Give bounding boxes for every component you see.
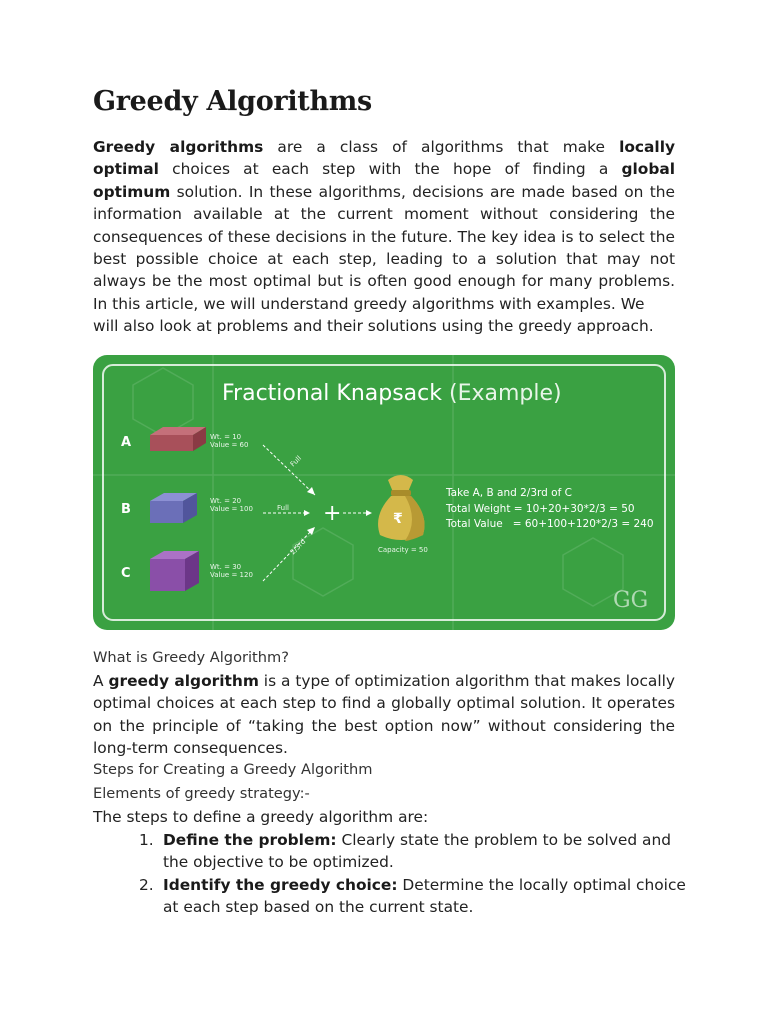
elements-heading: Elements of greedy strategy:- (93, 785, 310, 802)
steps-intro: The steps to define a greedy algorithm are: (93, 808, 429, 826)
gfg-logo: GG (613, 588, 649, 613)
what-is-heading: What is Greedy Algorithm? (93, 649, 289, 666)
steps-heading: Steps for Creating a Greedy Algorithm (93, 761, 373, 778)
item-c-value: Value = 120 (210, 571, 253, 579)
item-b-weight: Wt. = 20 (210, 497, 242, 505)
result-line-1: Take A, B and 2/3rd of C (446, 487, 572, 499)
bold-term: locally (619, 138, 676, 156)
item-c-weight: Wt. = 30 (210, 563, 242, 571)
list-item: 2. Identify the greedy choice: Determine the locally optimal choice at each step based on the current state. (139, 875, 686, 917)
list-item: 1. Define the problem: Clearly state the problem to be solved and the objective to be optimized. (139, 831, 671, 872)
bold-term: global (621, 160, 675, 179)
arrow-label-b: Full (277, 504, 289, 512)
figure-title: Fractional Knapsack (Example) (222, 381, 562, 406)
what-is-paragraph: A greedy algorithm is a type of optimization algorithm that makes locally optimal choices at each step to find a globally optimal solution. It operates on the principle of “taking the best option now” without considering the long-term consequences. (93, 672, 676, 758)
knapsack-diagram (93, 355, 675, 630)
item-b-box (150, 493, 197, 523)
item-c-label: C (121, 566, 131, 581)
bold-term: greedy algorithm (108, 672, 259, 690)
arrow-label-c: 2/3rd (288, 537, 308, 557)
bold-term: Define the problem: (163, 831, 337, 849)
result-line-2: Total Weight = 10+20+30*2/3 = 50 (446, 503, 635, 515)
fractional-knapsack-figure (93, 355, 675, 630)
bold-term: Greedy algorithms (93, 138, 264, 156)
bold-term: Identify the greedy choice: (163, 875, 398, 894)
plus-sign: + (323, 501, 342, 526)
item-a-value: Value = 60 (210, 441, 249, 449)
capacity-label: Capacity = 50 (378, 546, 428, 554)
intro-paragraph: Greedy algorithms are a class of algorithms that make locally optimal choices at each step with the hope of finding a global optimum solution. In these algorithms, decisions are made based on the information available at the current moment without considering the consequences of these decisions in the future. The key idea is to select the best possible choice at each step, leading to a solution that may not always be the most optimal but is often good enough for many problems. In this article, we will understand greedy algorithms with examples. We will also look at problems and their solutions using the greedy approach. (93, 138, 676, 336)
item-b-value: Value = 100 (210, 505, 253, 513)
steps-list (93, 829, 686, 919)
rupee-symbol: ₹ (393, 511, 403, 527)
bold-term: optimum (93, 182, 171, 201)
item-b-label: B (121, 502, 131, 517)
item-a-box (150, 427, 206, 451)
item-c-box (150, 551, 199, 591)
item-a-weight: Wt. = 10 (210, 433, 242, 441)
result-line-3: Total Value = 60+100+120*2/3 = 240 (446, 518, 654, 530)
item-a-label: A (121, 435, 132, 450)
bold-term: optimal (93, 160, 159, 179)
arrow-label-a: Full (288, 454, 304, 469)
page-title: Greedy Algorithms (93, 86, 372, 117)
